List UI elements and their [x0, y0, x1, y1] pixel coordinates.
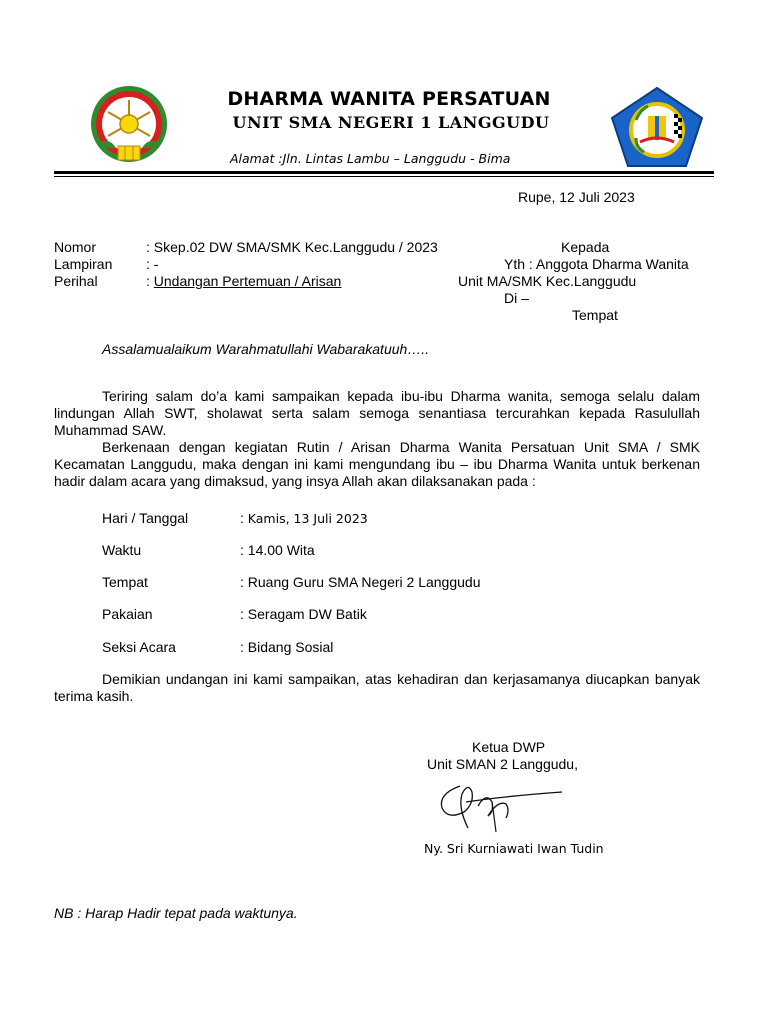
organization-title: DHARMA WANITA PERSATUAN: [227, 88, 551, 110]
organization-unit: UNIT SMA NEGERI 1 LANGGUDU: [232, 113, 550, 132]
event-colon: :: [240, 574, 248, 590]
recipient-yth: Yth : Anggota Dharma Wanita: [504, 256, 689, 272]
event-value: [240, 606, 367, 623]
lampiran-value: : -: [146, 256, 159, 272]
perihal-colon: :: [146, 273, 150, 289]
event-value: [240, 574, 481, 591]
sign-role: Ketua DWP: [472, 739, 546, 755]
body-paragraph-1: [54, 388, 700, 439]
event-value-text: Kamis, 13 Juli 2023: [247, 511, 368, 526]
event-label: Tempat: [102, 574, 148, 590]
body-paragraph-1-text: Teriring salam do’a kami sampaikan kepada ibu-ibu Dharma wanita, semoga selalu dalam lindungan Allah SWT, sholawat serta salam semoga senantiasa tercurahkan kepada Rasulullah Muhammad SAW.: [54, 388, 700, 438]
event-colon: :: [240, 606, 248, 622]
closing-paragraph: [54, 671, 700, 705]
nb-note: NB : Harap Hadir tepat pada waktunya.: [54, 905, 298, 921]
body-paragraph-2: [54, 439, 700, 490]
letterhead-divider-thin: [54, 176, 714, 177]
handwritten-signature: [430, 776, 564, 838]
nomor-value: : Skep.02 DW SMA/SMK Kec.Langgudu / 2023: [146, 239, 438, 255]
organization-address: Alamat :Jln. Lintas Lambu – Langgudu - Bima: [230, 151, 511, 166]
lampiran-label: Lampiran: [54, 256, 113, 272]
event-value-text: Bidang Sosial: [247, 639, 334, 655]
perihal-value: Undangan Pertemuan / Arisan: [153, 273, 342, 289]
event-value: [240, 639, 333, 656]
event-value-text: 14.00 Wita: [247, 542, 315, 558]
event-colon: :: [240, 542, 248, 558]
sign-unit: Unit SMAN 2 Langgudu,: [427, 756, 578, 772]
body-paragraph-2-text: Berkenaan dengan kegiatan Rutin / Arisan Dharma Wanita Persatuan Unit SMA / SMK Kecamatan Langgudu, maka dengan ini kami mengundang ibu – ibu Dharma Wanita untuk berkenan hadir dalam acara yang dimaksud, yang insya Allah akan dilaksanakan pada :: [54, 439, 700, 489]
event-value-text: Seragam DW Batik: [247, 606, 367, 622]
event-label: Pakaian: [102, 606, 153, 622]
event-label: Waktu: [102, 542, 142, 558]
recipient-tempat: Tempat: [572, 307, 618, 323]
closing-paragraph-text: Demikian undangan ini kami sampaikan, atas kehadiran dan kerjasamanya diucapkan banyak terima kasih.: [54, 671, 700, 704]
perihal-label: Perihal: [54, 273, 98, 289]
event-label: Hari / Tanggal: [102, 510, 189, 526]
recipient-kepada: Kepada: [561, 239, 610, 255]
event-value: [240, 510, 368, 527]
recipient-unit: Unit MA/SMK Kec.Langgudu: [458, 273, 637, 289]
event-label: Seksi Acara: [102, 639, 176, 655]
letter-date: Rupe, 12 Juli 2023: [518, 189, 635, 205]
event-colon: :: [240, 639, 248, 655]
event-value-text: Ruang Guru SMA Negeri 2 Langgudu: [247, 574, 481, 590]
nomor-label: Nomor: [54, 239, 97, 255]
event-colon: :: [240, 510, 248, 526]
event-value: [240, 542, 315, 559]
recipient-di: Di –: [504, 290, 529, 306]
perihal-field: [146, 273, 341, 290]
letterhead-divider-thick: [54, 171, 714, 174]
greeting: Assalamualaikum Warahmatullahi Wabarakatuuh…..: [102, 341, 430, 357]
sign-name: Ny. Sri Kurniawati Iwan Tudin: [424, 841, 604, 856]
